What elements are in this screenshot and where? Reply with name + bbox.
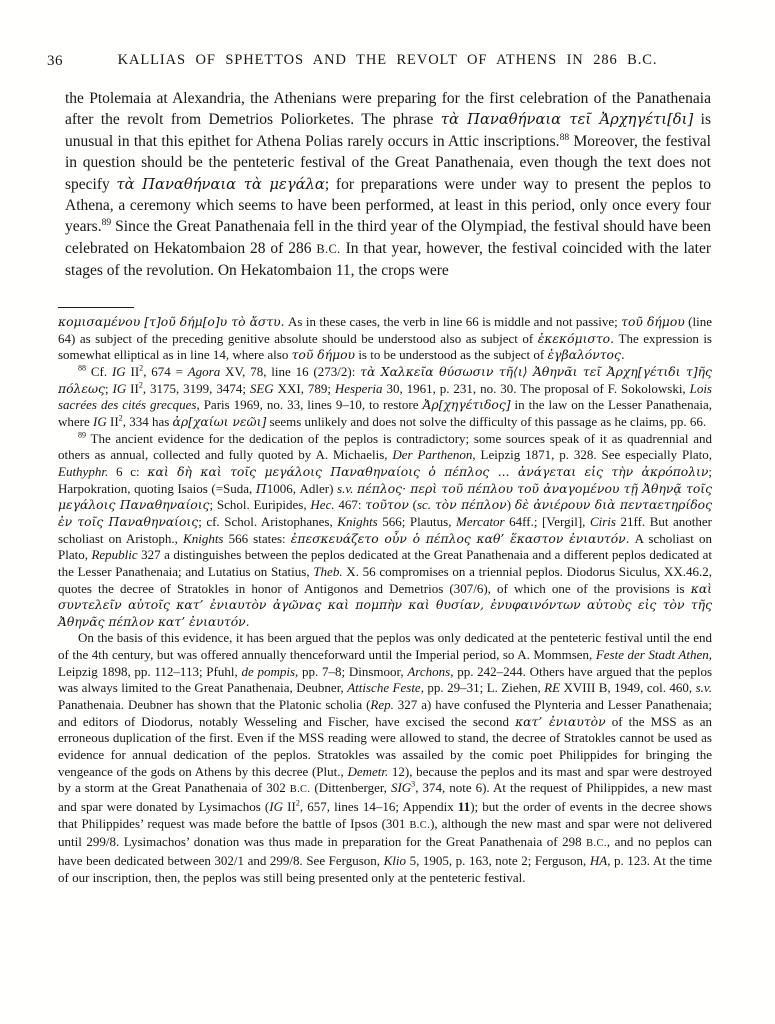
text-run: , pp. 7–8; Dinsmoor, bbox=[295, 663, 408, 679]
text-run: IG bbox=[112, 380, 127, 396]
running-title: KALLIAS OF SPHETTOS AND THE REVOLT OF ATHENS IN 286 B.C. bbox=[117, 52, 658, 68]
text-run: Archons bbox=[407, 663, 451, 679]
text-run: B.C. bbox=[586, 838, 607, 850]
text-run: Lois sacrées des cités grecques bbox=[58, 380, 716, 413]
text-run: SEG bbox=[249, 380, 274, 396]
text-run: ἐπεσκευάζετο οὖν ὁ πέπλος καθ’ ἕκαστον ἐνιαυτόν. bbox=[290, 531, 630, 546]
text-run: XXI, 789; bbox=[273, 380, 335, 396]
text-run: ; Schol. Euripides, bbox=[209, 497, 311, 513]
text-run: Ἀρ[χηγέτιδος] bbox=[422, 398, 511, 413]
text-run: , 334 has bbox=[122, 413, 173, 429]
text-run: Cf. bbox=[86, 363, 112, 379]
superscript-run: 89 bbox=[101, 217, 112, 229]
footnotes-section bbox=[58, 314, 716, 886]
text-run: Feste der Stadt Athen bbox=[595, 647, 709, 663]
text-run: RE bbox=[544, 680, 561, 696]
text-run: ἀρ[χαίωι νεῶι] bbox=[172, 414, 267, 429]
text-run: Panathenaia. Deubner has shown that the Platonic scholia ( bbox=[58, 680, 716, 713]
text-run: de pompis bbox=[241, 663, 296, 679]
text-run: τὰ Χαλκεῖα θύσωσιν τῆ⟨ι⟩ Ἀθηνᾶι τεῖ Ἀρχη[γέτιδι τ]ῆς πόλεως bbox=[58, 364, 716, 396]
text-run: 1006, Adler) bbox=[266, 480, 338, 496]
text-run: Π bbox=[255, 481, 267, 496]
text-run: is to be understood as the subject of bbox=[355, 347, 548, 363]
text-run: , pp. 29–31; L. Ziehen, bbox=[420, 680, 545, 696]
footnote-89-paragraph bbox=[58, 430, 716, 631]
text-run: , 674 = bbox=[143, 363, 188, 379]
text-run: Attische Feste bbox=[347, 680, 421, 696]
footnote-continuation-paragraph bbox=[58, 314, 716, 364]
text-run: XVIII B, 1949, col. 460, bbox=[560, 680, 696, 696]
text-run: 566; Plautus, bbox=[377, 513, 456, 529]
text-run: Theb. bbox=[313, 563, 343, 579]
text-run: ; Harpokration, quoting Isaios (=Suda, bbox=[58, 463, 716, 496]
text-run: Klio bbox=[383, 853, 407, 868]
text-run: is unusual in that this epithet for Athena Polias rarely occurs in Attic inscriptions. bbox=[65, 111, 715, 150]
text-run: Agora bbox=[187, 363, 221, 379]
text-run: , p. 123. At the time of our inscription, then, the peplos was still being presented only at the penteteric festival. bbox=[58, 853, 716, 885]
text-run: 6 c: bbox=[108, 463, 148, 479]
text-run: B.C. bbox=[409, 819, 431, 831]
text-run: Ciris bbox=[589, 513, 616, 529]
text-run: Since the Great Panathenaia fell in the third year of the Olympiad, the festival should have been celebrated on Hekatombaion 28 of 286 bbox=[65, 218, 715, 257]
text-run: On the basis of this evidence, it has been argued that the peplos was only dedicated at the penteteric festival until the end of the 4th century, but was offered annually thenceforward until the Imperial period, so A. Mommsen, bbox=[58, 630, 716, 663]
superscript-run: 2 bbox=[295, 798, 300, 808]
text-run: The expression is somewhat elliptical as in line 14, where also bbox=[58, 330, 716, 363]
text-run: κομισαμένου [τ]οῦ δήμ[ο]υ τὸ ἄστυ. bbox=[58, 315, 285, 329]
text-run: 64ff.; [Vergil], bbox=[504, 513, 590, 529]
main-text-block bbox=[65, 88, 715, 282]
text-run: 11 bbox=[457, 799, 471, 815]
text-run: SIG bbox=[390, 780, 412, 796]
text-run: sc. bbox=[416, 497, 432, 513]
text-run: Rep. bbox=[370, 697, 394, 713]
text-run: Republic bbox=[91, 547, 138, 563]
text-run: B.C. bbox=[289, 784, 311, 796]
page-number: 36 bbox=[47, 53, 63, 69]
text-run: Euthyphr. bbox=[58, 463, 109, 479]
text-run: καὶ συντελεῖν αὐτοῖς κατ’ ἐνιαυτὸν ἀγῶνας καὶ πομπὴν καὶ θυσίαν, ἐνυφαινόντων αὐτοὺς εἰς τὸν τῆς Ἀθηνᾶς πέπλον κατ’ ἐνιαυτόν. bbox=[58, 581, 716, 629]
text-run: πέπλος· περὶ τοῦ πέπλου τοῦ ἀναγομένου τῇ Ἀθηνᾷ τοῖς μεγάλοις Παναθηναίοις bbox=[58, 481, 716, 513]
text-run: Der Parthenon bbox=[392, 447, 473, 463]
text-run: δὲ ἀνιέρουν διὰ πενταετηρίδος ἐν τοῖς Παναθηναίοις bbox=[58, 498, 716, 529]
text-run: , 374, note 6). At the request of Philippides, a new mast and spar were donated by Lysimachos ( bbox=[58, 780, 716, 815]
text-run: 21ff. But another scholiast on Aristoph., bbox=[58, 513, 716, 546]
text-run: Hec. bbox=[310, 497, 335, 513]
text-run: Demetr. bbox=[347, 763, 389, 779]
text-run: , Leipzig 1898, pp. 112–113; Pfuhl, bbox=[58, 647, 716, 679]
text-run: (line 64) as subject of the preceding genitive absolute should be understood also as subject of bbox=[58, 314, 716, 346]
text-run: IG bbox=[269, 799, 283, 815]
text-run: 327 a distinguishes between the peplos dedicated at the Great Panathenaia and a different peplos dedicated at the Lesser Panathenaia; and Lutatius on Statius, bbox=[58, 547, 716, 579]
text-run: ), although the new mast and spar were not delivered until 299/8. Lysimachos’ donation was thus made in preparation for the Great Panathenaia of 298 bbox=[58, 815, 716, 850]
text-run: 12), because the peplos and its mast and spar were destroyed by a storm at the Great Panathenaia of 302 bbox=[58, 763, 716, 796]
text-run: ἐκεκόμιστο. bbox=[537, 331, 615, 346]
text-run: τοῦτον bbox=[365, 498, 409, 513]
text-run: , and no peplos can have been dedicated between 302/1 and 299/8. See Ferguson, bbox=[58, 834, 716, 868]
text-run: The ancient evidence for the dedication of the peplos is contradictory; some sources speak of it as quadrennial and others as annual, collected and fully quoted by A. Michaelis, bbox=[58, 430, 716, 463]
text-run: ; bbox=[104, 380, 113, 396]
text-run: Knights bbox=[183, 530, 224, 546]
text-run: Hesperia bbox=[334, 380, 383, 396]
text-run: , pp. 242–244. Others have argued that the peplos was always limited to the Great Panathenaia, Deubner, bbox=[58, 663, 716, 696]
text-run: the Ptolemaia at Alexandria, the Athenians were preparing for the first celebration of the Panathenaia after the revolt from Demetrios Poliorketes. The phrase bbox=[65, 90, 715, 129]
superscript-run: 88 bbox=[559, 131, 570, 143]
text-run: 5, 1905, p. 163, note 2; Ferguson, bbox=[406, 853, 590, 868]
text-run: B.C. bbox=[316, 241, 341, 256]
text-run: of the MSS as an erroneous duplication of the first. Even if the MSS reading were allowed to stand, the decree of Stratokles cannot be used as evidence for annual dedication of the peplos. Stratokles was assailed by the comic poet Philippides for bringing the vengeance of the gods on Athens by this decree (Plut., bbox=[58, 713, 716, 779]
text-run: HA bbox=[589, 853, 608, 868]
text-run: τὰ Παναθήναια τεῖ Ἀρχηγέτι[δι] bbox=[440, 111, 694, 129]
text-run: seems unlikely and does not solve the difficulty of this passage as he claims, pp. 66. bbox=[266, 413, 707, 429]
footnote-separator-rule bbox=[58, 307, 134, 308]
body-paragraph bbox=[65, 88, 715, 282]
text-run: II bbox=[125, 363, 140, 379]
superscript-run: 2 bbox=[138, 380, 143, 390]
text-run: κατ’ ἐνιαυτὸν bbox=[515, 714, 606, 729]
text-run: A scholiast on Plato, bbox=[58, 530, 716, 563]
text-run: s.v. bbox=[695, 680, 712, 696]
text-run: τοῦ δήμου bbox=[291, 348, 356, 363]
footnote-89-continuation-paragraph bbox=[58, 630, 716, 886]
text-run: IG bbox=[93, 413, 107, 429]
text-run: , 3175, 3199, 3474; bbox=[142, 380, 250, 396]
text-run: II bbox=[282, 799, 296, 815]
text-run: II bbox=[126, 380, 139, 396]
text-run: ); but the order of events in the decree shows that Philippides’ request was made before the battle of Ipsos (301 bbox=[58, 799, 716, 831]
page-header bbox=[0, 52, 775, 74]
text-run: , 657, lines 14–16; Appendix bbox=[299, 799, 458, 815]
text-run: in the law on the Lesser Panathenaia, where bbox=[58, 397, 716, 429]
text-run: As in these cases, the verb in line 66 is middle and not passive; bbox=[284, 314, 622, 329]
text-run: IG bbox=[111, 363, 126, 379]
superscript-run: 2 bbox=[139, 363, 144, 373]
text-run: τὸν πέπλον bbox=[434, 498, 507, 513]
text-run: 327 a) have confused the Plynteria and Lesser Panathenaia; and editors of Diodorus, notably Wesseling and Fischer, have excised the second bbox=[58, 697, 716, 729]
text-run: s.v. bbox=[337, 480, 354, 496]
text-run: καὶ δὴ καὶ τοῖς μεγάλοις Παναθηναίοις ὁ πέπλος ... ἀνάγεται εἰς τὴν ἀκρόπολιν bbox=[147, 464, 709, 479]
text-run: 566 states: bbox=[223, 530, 291, 546]
text-run: X. 56 compromises on a triennial peplos. Diodorus Siculus, XX.46.2, quotes the decree of Stratokles in honor of Antigonos and Demetrios (307/6), of which one of the provisions is bbox=[58, 563, 716, 596]
text-run: II bbox=[106, 413, 119, 429]
text-run: ) bbox=[506, 497, 515, 513]
text-run: τὰ Παναθήναια τὰ μεγάλα bbox=[116, 175, 325, 193]
footnote-88-paragraph bbox=[58, 363, 716, 431]
text-run: Moreover, the festival in question should be the penteteric festival of the Great Panathenaia, even though the text does not specify bbox=[65, 132, 715, 193]
text-run: In that year, however, the festival coincided with the later stages of the revolution. On Hekatombaion 11, the crops were bbox=[65, 239, 715, 280]
text-run: Mercator bbox=[456, 513, 505, 529]
text-run: , Leipzig 1871, p. 328. See especially Plato, bbox=[472, 447, 716, 463]
text-run: 467: bbox=[334, 497, 366, 513]
text-run: ( bbox=[408, 497, 417, 513]
text-run: , Paris 1969, no. 33, lines 9–10, to restore bbox=[196, 397, 423, 413]
text-run: (Dittenberger, bbox=[310, 780, 391, 796]
text-run: 30, 1961, p. 231, no. 30. The proposal of F. Sokolowski, bbox=[382, 380, 690, 396]
superscript-run: 89 bbox=[78, 430, 87, 440]
text-run: τοῦ δήμου bbox=[621, 315, 685, 329]
text-run: ; for preparations were under way to present the peplos to Athena, a ceremony which seems to have been performed, at least in this period, only once every four years. bbox=[65, 175, 715, 236]
superscript-run: 3 bbox=[411, 780, 416, 790]
text-run: Knights bbox=[337, 513, 378, 529]
superscript-run: 88 bbox=[78, 363, 87, 373]
text-run: ; cf. Schol. Aristophanes, bbox=[198, 513, 338, 529]
text-run: XV, 78, line 16 (273/2): bbox=[220, 363, 361, 379]
text-run: ἐγβαλόντος. bbox=[547, 348, 625, 363]
superscript-run: 2 bbox=[118, 413, 123, 423]
